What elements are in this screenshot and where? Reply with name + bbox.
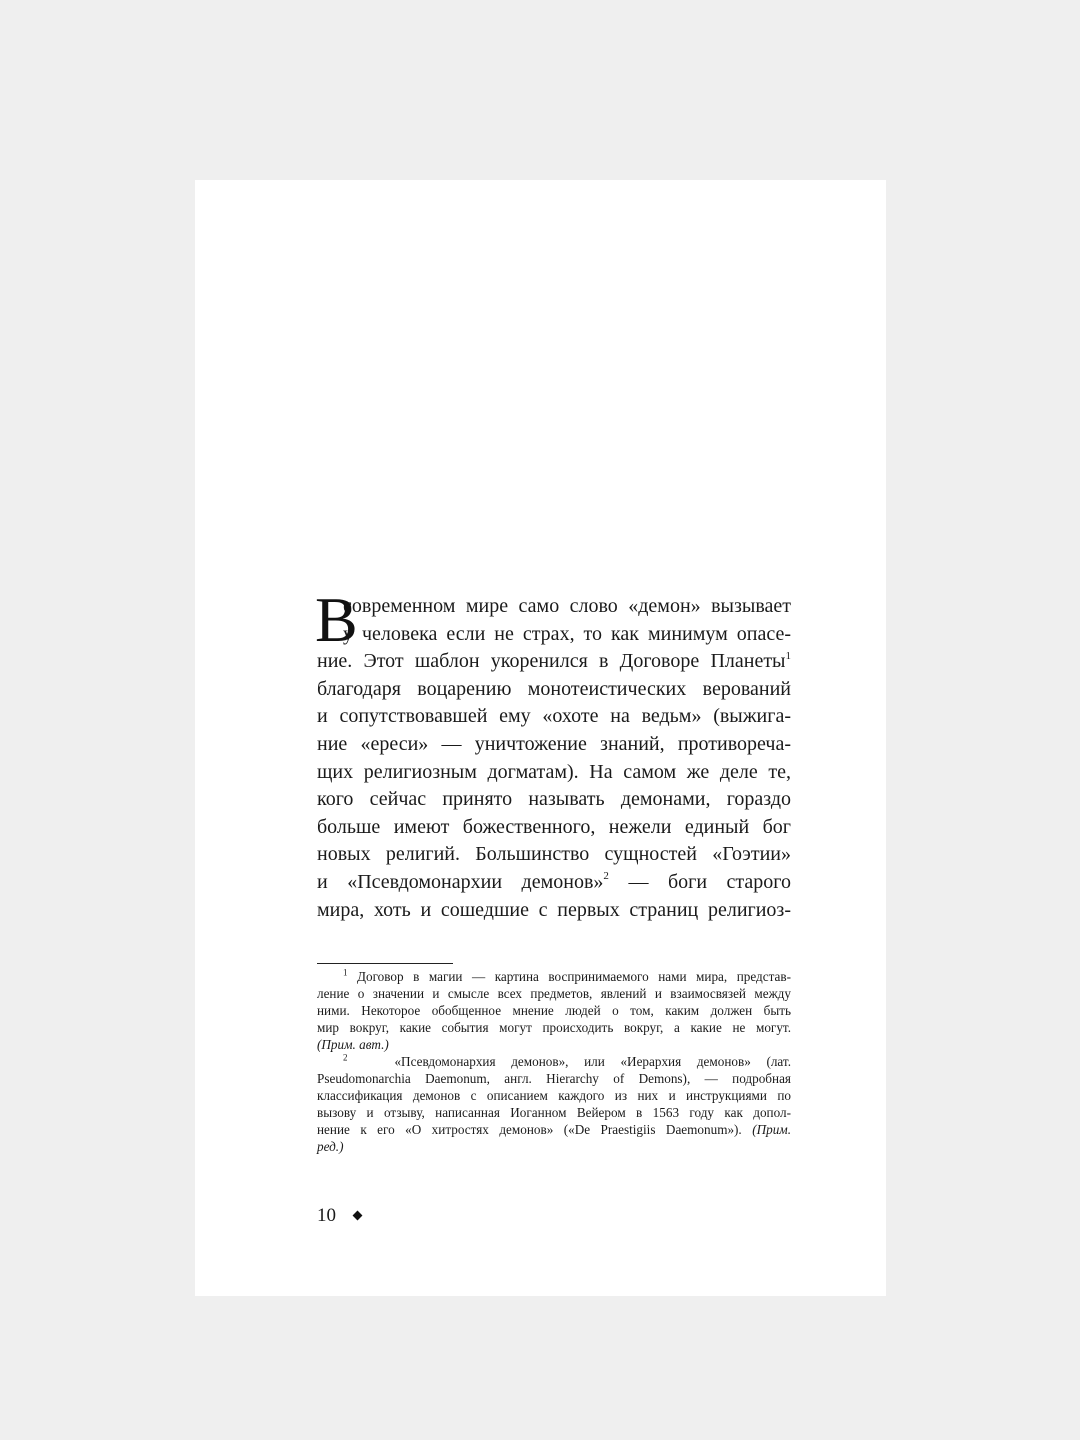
footnote-line: классификация демонов с описанием каждого из них и инструкциями по (317, 1088, 791, 1103)
footnote-ref-1[interactable]: 1 (785, 649, 791, 662)
footnote-mark: 2 (343, 1052, 348, 1063)
text-line: больше имеют божественного, нежели единый бог (317, 815, 791, 838)
text-line: ние. Этот шаблон укоренился в Договоре Планеты$^1$ (317, 649, 791, 673)
footnote-line: вызову и отзыву, написанная Иоганном Вейером в 1563 году как допол- (317, 1105, 791, 1120)
text-line: и сопутствовавшей ему «охоте на ведьм» (выжига- (317, 705, 791, 728)
footnote-ref-2[interactable]: 2 (603, 870, 609, 883)
diamond-ornament-icon (353, 1211, 363, 1221)
text-line: благодаря воцарению монотеистических верований (317, 677, 791, 700)
footnote-line: $^2$ «Псевдомонархия демонов», или «Иерархия демонов» (лат. (343, 1052, 791, 1069)
footnote-divider (317, 963, 453, 964)
drop-cap: В (315, 584, 358, 655)
text-line: современном мире само слово «демон» вызывает (343, 595, 791, 617)
footnotes (317, 968, 791, 1155)
footnote-1 (317, 968, 791, 1053)
footnote-line: $^1$ Договор в магии — картина воспринимаемого нами мира, представ- (343, 967, 792, 984)
book-page (195, 180, 886, 1296)
text-line: и «Псевдомонархии демонов»$^2$ — боги старого (317, 870, 791, 893)
footnote-mark: 1 (343, 967, 348, 978)
text-line: кого сейчас принято называть демонами, гораздо (317, 788, 791, 811)
footnote-line: мир вокруг, какие события могут происходить вокруг, а какие не могут. (317, 1020, 791, 1035)
main-text (315, 584, 791, 924)
text-line: у человека если не страх, то как минимум опасе- (343, 622, 791, 645)
footnote-2 (317, 1053, 791, 1155)
footnote-line: нение к его «О хитростях демонов» («De Praestigiis Daemonum»). (Прим. (317, 1122, 792, 1137)
text-line: щих религиозным догматам). На самом же деле те, (317, 760, 791, 783)
footnote-line: ними. Некоторое обобщенное мнение людей о том, каким должен быть (317, 1003, 791, 1018)
page-number: 10 (317, 1205, 336, 1226)
text-line: новых религий. Большинство сущностей «Гоэтии» (317, 843, 791, 866)
footnote-note: ред.) (317, 1139, 344, 1154)
footnote-line: ление о значении и смысле всех предметов, явлений и взаимосвязей между (317, 986, 791, 1001)
text-line: мира, хоть и сошедшие с первых страниц религиоз- (317, 898, 791, 921)
text-line: ние «ереси» — уничтожение знаний, противореча- (317, 732, 791, 755)
footnote-line: Pseudomonarchia Daemonum, англ. Hierarchy of Demons), — подробная (317, 1071, 791, 1086)
footnote-note: (Прим. авт.) (317, 1037, 389, 1052)
